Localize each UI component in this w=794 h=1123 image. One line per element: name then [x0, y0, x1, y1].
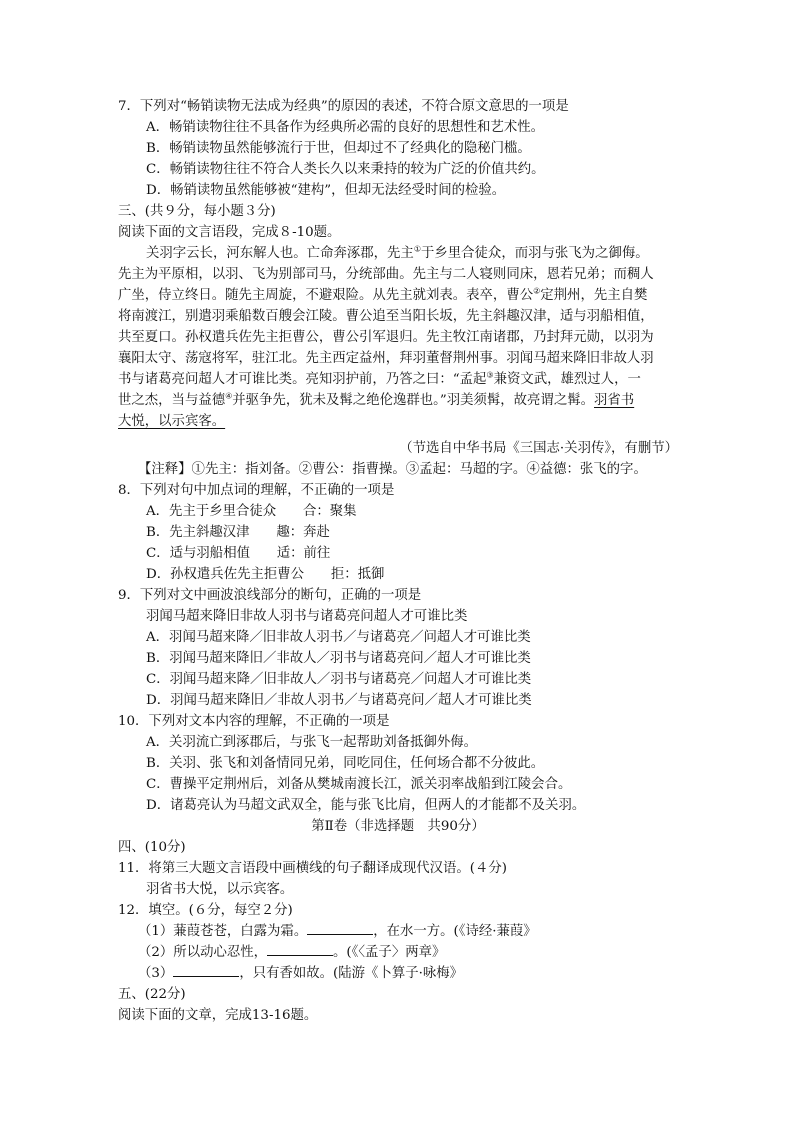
q7-option-b: B．畅销读物虽然能够流行于世，但却过不了经典化的隐秘门槛。 — [146, 141, 531, 156]
passage-line-6: 襄阳太守、荡寇将军，驻江北。先主西定益州，拜羽董督荆州事。羽闻马超来降旧非故人羽 — [118, 351, 654, 366]
volume-2-heading: 第Ⅱ卷（非选择题 共90分） — [311, 819, 485, 834]
passage-line-8: 世之杰，当与益德④并驱争先，犹未及髯之绝伦逸群也。”羽美须髯，故亮谓之髯。羽省书 — [118, 391, 635, 408]
underlined-sentence-part1: 羽省书 — [594, 393, 635, 408]
q7-option-d: D．畅销读物虽然能够被“建构”，但却无法经受时间的检验。 — [146, 183, 506, 198]
passage-line-2: 先主为平原相，以羽、飞为别部司马，分统部曲。先主与二人寝则同床，恩若兄弟；而稠人 — [118, 267, 654, 282]
q8-option-c: C．适与羽船相值 适：前往 — [146, 546, 331, 561]
q11-sentence: 羽省书大悦，以示宾客。 — [146, 882, 294, 897]
section-5-heading: 五、(22分) — [118, 987, 186, 1002]
q10-option-c: C．曹操平定荆州后，刘备从樊城南渡长江，派关羽率战船到江陵会合。 — [146, 777, 572, 792]
q8-option-d: D．孙权遣兵佐先主拒曹公 拒：抵御 — [146, 567, 385, 582]
q7-option-a: A．畅销读物往往不具备作为经典所必需的良好的思想性和艺术性。 — [146, 120, 544, 135]
question-7 — [118, 96, 678, 201]
q10-option-d: D．诸葛亮认为马超文武双全，能与张飞比肩，但两人的才能都不及关羽。 — [146, 798, 586, 813]
passage-line-4: 将南渡江，别遣羽乘船数百艘会江陵。曹公追至当阳长坂，先主斜趣汉津，适与羽船相值， — [118, 309, 654, 324]
section-3-intro: 阅读下面的文言语段，完成８-10题。 — [118, 225, 341, 240]
q12-stem: 12．填空。(６分，每空２分) — [118, 903, 293, 918]
question-8 — [118, 480, 678, 585]
q10-option-b: B．关羽、张飞和刘备情同兄弟，同吃同住，任何场合都不分彼此。 — [146, 756, 545, 771]
fill-blank-2[interactable] — [267, 943, 333, 956]
section-5-intro: 阅读下面的文章，完成13-16题。 — [118, 1008, 318, 1023]
fill-blank-1[interactable] — [307, 922, 373, 935]
footnote-mark: ④ — [225, 391, 233, 401]
classical-passage — [118, 243, 678, 432]
passage-line-1: 关羽字云长，河东解人也。亡命奔涿郡，先主①于乡里合徒众，而羽与张飞为之御侮。 — [146, 244, 649, 261]
section-3-heading: 三、(共９分，每小题３分) — [118, 204, 276, 219]
q8-stem: 8．下列对句中加点词的理解，不正确的一项是 — [118, 483, 395, 498]
q9-option-c: C．羽闻马超来降／旧非故人／羽书与诸葛亮／问超人才可谁比类 — [146, 672, 532, 687]
q7-stem: 7．下列对“畅销读物无法成为经典”的原因的表述，不符合原文意思的一项是 — [118, 99, 569, 114]
q8-option-b: B．先主斜趣汉津 趣：奔赴 — [146, 525, 330, 540]
question-10 — [118, 711, 678, 816]
q7-option-c: C．畅销读物往往不符合人类长久以来秉持的较为广泛的价值共约。 — [146, 162, 545, 177]
q12-item-3: （3） ，只有香如故。(陆游《卜算子·咏梅》 — [138, 966, 464, 981]
q8-option-a: A．先主于乡里合徒众 合：聚集 — [146, 504, 357, 519]
exam-page — [118, 96, 678, 1026]
q10-stem: 10．下列对文本内容的理解，不正确的一项是 — [118, 714, 390, 729]
passage-line-3: 广坐，侍立终日。随先主周旋，不避艰险。从先主就刘表。表卒，曹公②定荆州，先主自樊 — [118, 286, 648, 303]
q9-option-a: A．羽闻马超来降／旧非故人羽书／与诸葛亮／问超人才可谁比类 — [146, 630, 531, 645]
q9-original-sentence: 羽闻马超来降旧非故人羽书与诸葛亮问超人才可谁比类 — [146, 609, 468, 624]
footnote-mark: ① — [413, 244, 421, 254]
q12-item-2: （2）所以动心忍性， 。(《〈孟子〉两章》 — [138, 945, 446, 960]
q10-option-a: A．关羽流亡到涿郡后，与张飞一起帮助刘备抵御外侮。 — [146, 735, 478, 750]
q11-stem: 11．将第三大题文言语段中画横线的句子翻译成现代汉语。(４分) — [118, 861, 508, 876]
q12-item-1: （1）蒹葭苍苍，白露为霜。 ，在水一方。(《诗经·蒹葭》 — [138, 924, 537, 939]
question-9 — [118, 585, 678, 711]
passage-line-5: 共至夏口。孙权遣兵佐先主拒曹公，曹公引军退归。先主牧江南诸郡，乃封拜元勋，以羽为 — [118, 330, 654, 345]
footnote-mark: ② — [533, 286, 541, 296]
passage-notes: 【注释】①先主：指刘备。②曹公：指曹操。③孟起：马超的字。④益德：张飞的字。 — [138, 462, 647, 477]
passage-line-9 — [118, 411, 678, 432]
footnote-mark: ③ — [486, 370, 494, 380]
passage-source: （节选自中华书局《三国志·关羽传》，有删节） — [399, 441, 678, 456]
q9-option-d: D．羽闻马超来降旧／非故人羽书／与诸葛亮问／超人才可谁比类 — [146, 693, 532, 708]
q9-option-b: B．羽闻马超来降旧／非故人／羽书与诸葛亮问／超人才可谁比类 — [146, 651, 531, 666]
q9-stem: 9．下列对文中画波浪线部分的断句，正确的一项是 — [118, 588, 422, 603]
underlined-sentence-part2: 大悦，以示宾客。 — [118, 414, 226, 429]
section-4-heading: 四、(10分) — [118, 840, 186, 855]
question-12 — [118, 900, 678, 984]
passage-line-7: 书与诸葛亮问超人才可谁比类。亮知羽护前，乃答之曰：“孟起③兼资文武，雄烈过人，一 — [118, 370, 641, 387]
fill-blank-3[interactable] — [173, 964, 239, 977]
